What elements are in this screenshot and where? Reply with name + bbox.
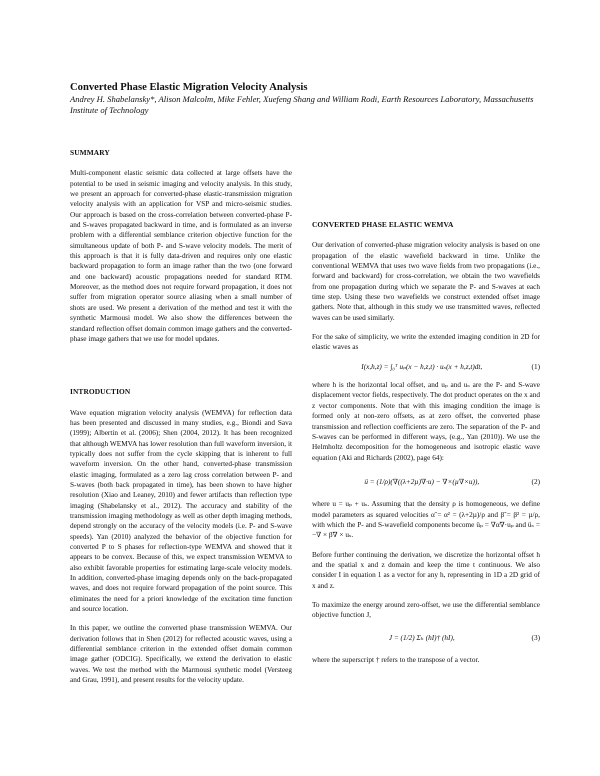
equation-2-body: ü = (1/ρ)(∇((λ+2µ)∇·u) − ∇×(µ∇×u)), — [364, 477, 480, 486]
wemva-heading: CONVERTED PHASE ELASTIC WEMVA — [312, 220, 454, 229]
wemva-paragraph-6: To maximize the energy around zero-offset, we use the differential semblance objective function J, — [312, 600, 540, 620]
wemva-paragraph-4: where u = uₚ + uₛ. Assuming that the density ρ is homogeneous, we define model parameters as squared velocities α̃ = α² = (λ+2µ)/ρ and β̃ = β² = µ/ρ, with which the P- and S-wavefield components become üₚ = ∇α̃∇·uₚ and üₛ = −∇ × β̃∇ × uₛ. — [312, 500, 540, 540]
equation-3 — [312, 633, 540, 643]
paper-title: Converted Phase Elastic Migration Velocity Analysis — [70, 82, 308, 93]
equation-2 — [312, 477, 540, 487]
equation-1-body: I(x,h,z) = ∫₀ᵀ uₚ(x − h,z,t) · uₛ(x + h,z,t)dt, — [361, 362, 483, 371]
equation-2-number: (2) — [531, 477, 540, 486]
introduction-paragraph-1: Wave equation migration velocity analysis (WEMVA) for reflection data has been presented and discussed in many studies, e.g., Biondi and Sava (1999); Albertin et al. (2006); Shen (2004, 2012). It has been recognized that although WEMVA has lower resolution than full waveform inversion, it typically does not suffer from the cycle skipping that is inherent to full waveform inversion. On the other hand, converted-phase transmission elastic imaging, formulated as a zero lag cross correlation between P- and S-waves (both back propagated in time), has been shown to have higher resolution (Xiao and Leaney, 2010) and fewer artifacts than reflection type imaging (Shabelansky et al., 2012). The accuracy and stability of the transmission imaging methodology as well as other depth imaging methods, depend strongly on the accuracy of the velocity models (i.e. P- and S-wave speeds). Yan (2010) analyzed the behavior of the objective function for converted P to S phases for reflection-type WEMVA and showed that it appears to be convex. Because of this, we expect transmission WEMVA to also exhibit favorable properties for estimating large-scale velocity models. In addition, converted-phase imaging depends only on the back-propagated waves, and does not require forward propagation of the point source. This eliminates the need for a priori knowledge of the excitation time function and source location. — [70, 408, 292, 614]
equation-1-number: (1) — [531, 362, 540, 371]
wemva-paragraph-2: For the sake of simplicity, we write the extended imaging condition in 2D for elastic waves as — [312, 333, 540, 352]
summary-heading: SUMMARY — [70, 148, 110, 157]
equation-1 — [312, 362, 540, 372]
left-column — [70, 148, 292, 694]
summary-text: Multi-component elastic seismic data collected at large offsets have the potential to be used in seismic imaging and velocity analysis. In this study, we present an approach for converted-phase elastic-transmission migration velocity analysis with an application for VSP and micro-seismic studies. Our approach is based on the cross-correlation between converted-phase P- and S-waves propagated backward in time, and is formulated as an inverse problem with a differential semblance criterion objective function for the simultaneous update of both P- and S-wave velocity models. The merit of this approach is that it is fully data-driven and requires only one elastic backward propagation to form an image rather than the two (one forward and one backward) acoustic propagations needed for standard RTM. Moreover, as the method does not require forward propagation, it does not suffer from migration operator source aliasing when a small number of shots are used. We present a derivation of the method and test it with the synthetic Marmousi model. We also show the differences between the standard reflection offset domain common image gathers and the converted-phase image gathers that we use for model updates. — [70, 169, 292, 343]
wemva-paragraph-1: Our derivation of converted-phase migration velocity analysis is based on one propagation of the elastic wavefield backward in time. Unlike the conventional WEMVA that uses two wave fields from two propagations (i.e., forward and backward) for cross-correlation, we obtain the two wavefields from one propagation during which we separate the P- and S-waves at each time step. Using these two wavefields we construct extended offset image gathers. Note that, although in this study we use transmitted waves, reflected waves can be used similarly. — [312, 241, 540, 322]
introduction-paragraph-2: In this paper, we outline the converted phase transmission WEMVA. Our derivation follows that in Shen (2012) for reflected acoustic waves, using a differential semblance criterion in the extended offset domain common image gather (ODCIG). Specifically, we extend the derivation to elastic waves. We test the method with the Marmousi synthetic model (Versteeg and Grau, 1991), and present results for the velocity update. — [70, 624, 292, 685]
equation-3-number: (3) — [531, 633, 540, 642]
wemva-paragraph-5: Before further continuing the derivation, we discretize the horizontal offset h and the spatial x and z domain and keep the time t continuous. We also consider I in equation 1 as a vector for any h, representing in 1D a 2D grid of x and z. — [312, 550, 540, 590]
introduction-heading: INTRODUCTION — [70, 387, 131, 397]
author-list: Andrey H. Shabelansky*, Alison Malcolm, Mike Fehler, Xuefeng Shang and William Rodi, Earth Resources Laboratory, Massachusetts Institute of Technology — [70, 94, 534, 116]
equation-3-body: J = (1/2) Σₕ (hI)† (hI), — [388, 633, 455, 642]
right-column — [312, 150, 540, 674]
wemva-paragraph-3: where h is the horizontal local offset, and uₚ and uₛ are the P- and S-wave displacement vector fields, respectively. The dot product operates on the x and z vector components. Note that with this imaging condition the image is formed only at non-zero offsets, as at zero offset, the converted phase transmission and reflection coefficients are zero. The separation of the P- and S-waves can be performed in different ways, (e.g., Yan (2010)). We use the Helmholtz decomposition for the homogeneous and isotropic elastic wave equation (Aki and Richards (2002), page 64): — [312, 381, 540, 462]
wemva-paragraph-7: where the superscript † refers to the transpose of a vector. — [312, 656, 480, 664]
